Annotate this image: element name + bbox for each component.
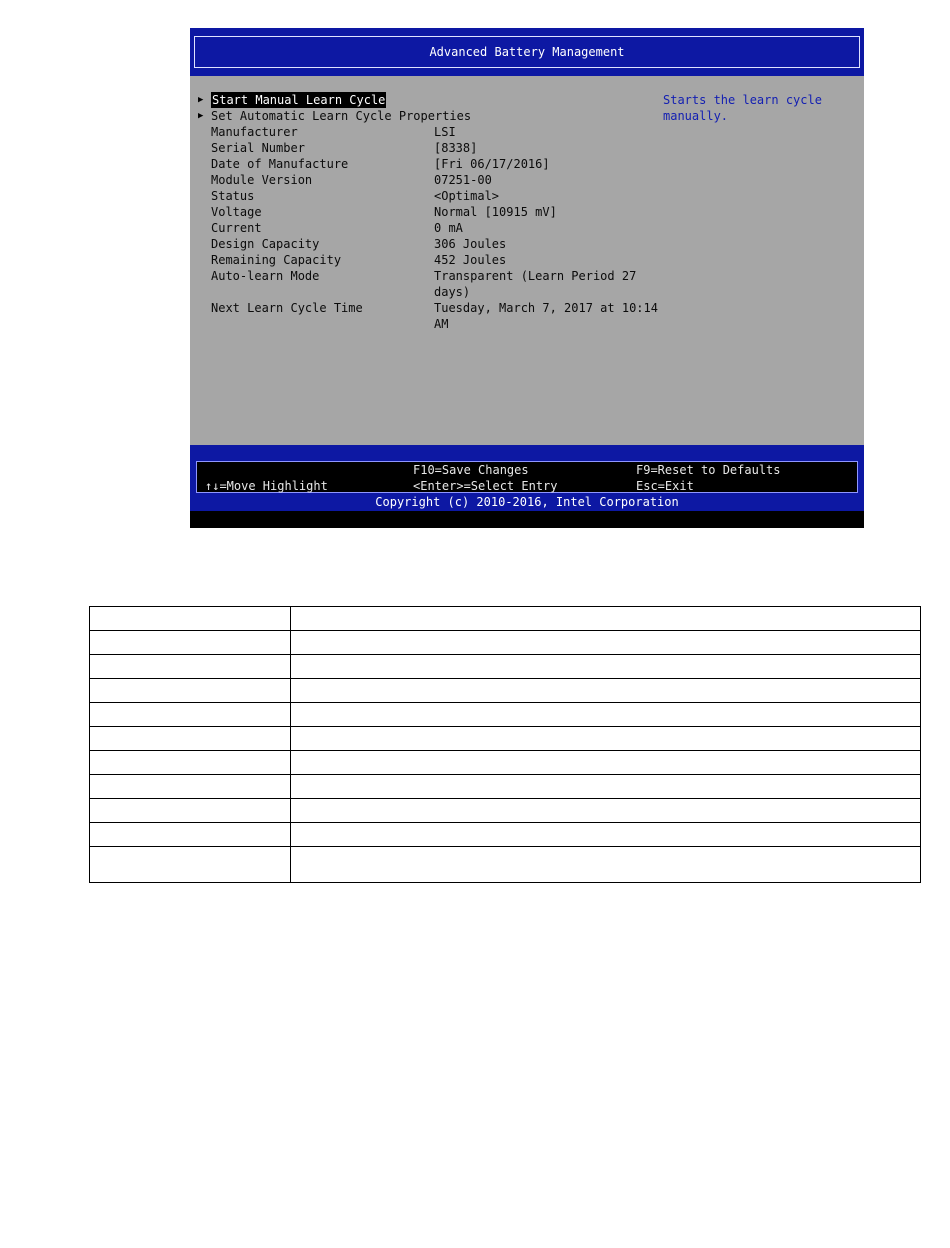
field-value: 306 Joules — [434, 237, 507, 251]
menu-item-label: Set Automatic Learn Cycle Properties — [211, 109, 472, 123]
table-row — [90, 607, 921, 631]
field-label: Status — [211, 189, 255, 203]
help-text-line: Starts the learn cycle — [663, 93, 822, 107]
copyright-text: Copyright (c) 2010-2016, Intel Corporation — [375, 495, 679, 509]
field-value: 0 mA — [434, 221, 463, 235]
table-cell — [291, 823, 921, 847]
triangle-right-icon: ▶ — [198, 111, 204, 121]
field-value: 452 Joules — [434, 253, 507, 267]
triangle-right-icon: ▶ — [198, 95, 204, 105]
description-table — [89, 606, 921, 883]
table-row — [90, 823, 921, 847]
table-row — [90, 847, 921, 883]
key-help-box — [196, 461, 858, 493]
table-cell — [90, 607, 291, 631]
table-cell — [291, 703, 921, 727]
field-value: [8338] — [434, 141, 478, 155]
table-row — [90, 631, 921, 655]
field-value: [Fri 06/17/2016] — [434, 157, 550, 171]
table-cell — [291, 751, 921, 775]
bios-screen — [190, 28, 864, 528]
table-cell — [90, 751, 291, 775]
field-label: Next Learn Cycle Time — [211, 301, 363, 315]
table-cell — [90, 703, 291, 727]
field-label: Serial Number — [211, 141, 305, 155]
table-row — [90, 775, 921, 799]
field-label: Module Version — [211, 173, 313, 187]
exit-hint: Esc=Exit — [636, 479, 694, 493]
table-row — [90, 655, 921, 679]
help-text-line: manually. — [663, 109, 729, 123]
table-cell — [90, 775, 291, 799]
title-bar — [190, 28, 864, 76]
field-value: Tuesday, March 7, 2017 at 10:14 — [434, 301, 658, 315]
screen-bottom-strip — [190, 511, 864, 528]
table-cell — [291, 799, 921, 823]
field-value-continued: days) — [434, 285, 471, 299]
table-row — [90, 703, 921, 727]
reset-defaults-hint: F9=Reset to Defaults — [636, 463, 781, 477]
table-row — [90, 751, 921, 775]
table-row — [90, 679, 921, 703]
table-cell — [90, 655, 291, 679]
table-cell — [90, 823, 291, 847]
save-changes-hint: F10=Save Changes — [413, 463, 529, 477]
field-value: LSI — [434, 125, 456, 139]
field-label: Design Capacity — [211, 237, 320, 251]
table-cell — [291, 775, 921, 799]
table-cell — [90, 727, 291, 751]
move-highlight-hint: ↑↓=Move Highlight — [205, 479, 328, 493]
table-cell — [291, 607, 921, 631]
table-cell — [291, 847, 921, 883]
table-cell — [291, 631, 921, 655]
field-value-continued: AM — [434, 317, 449, 331]
field-value: Transparent (Learn Period 27 — [434, 269, 637, 283]
field-label: Current — [211, 221, 262, 235]
field-label: Voltage — [211, 205, 262, 219]
table-cell — [90, 799, 291, 823]
field-label: Remaining Capacity — [211, 253, 342, 267]
table-cell — [90, 631, 291, 655]
table-cell — [90, 679, 291, 703]
field-label: Date of Manufacture — [211, 157, 349, 171]
table-row — [90, 727, 921, 751]
field-value: 07251-00 — [434, 173, 492, 187]
field-value: Normal [10915 mV] — [434, 205, 557, 219]
field-label: Manufacturer — [211, 125, 298, 139]
table-cell — [291, 679, 921, 703]
table-row — [90, 799, 921, 823]
field-value: <Optimal> — [434, 189, 500, 203]
field-label: Auto-learn Mode — [211, 269, 320, 283]
help-panel — [663, 92, 853, 124]
key-help-bar — [190, 445, 864, 511]
select-entry-hint: <Enter>=Select Entry — [413, 479, 558, 493]
menu-item-label: Start Manual Learn Cycle — [212, 93, 386, 107]
table-cell — [291, 727, 921, 751]
table-cell — [90, 847, 291, 883]
table-cell — [291, 655, 921, 679]
window-title: Advanced Battery Management — [194, 36, 860, 68]
